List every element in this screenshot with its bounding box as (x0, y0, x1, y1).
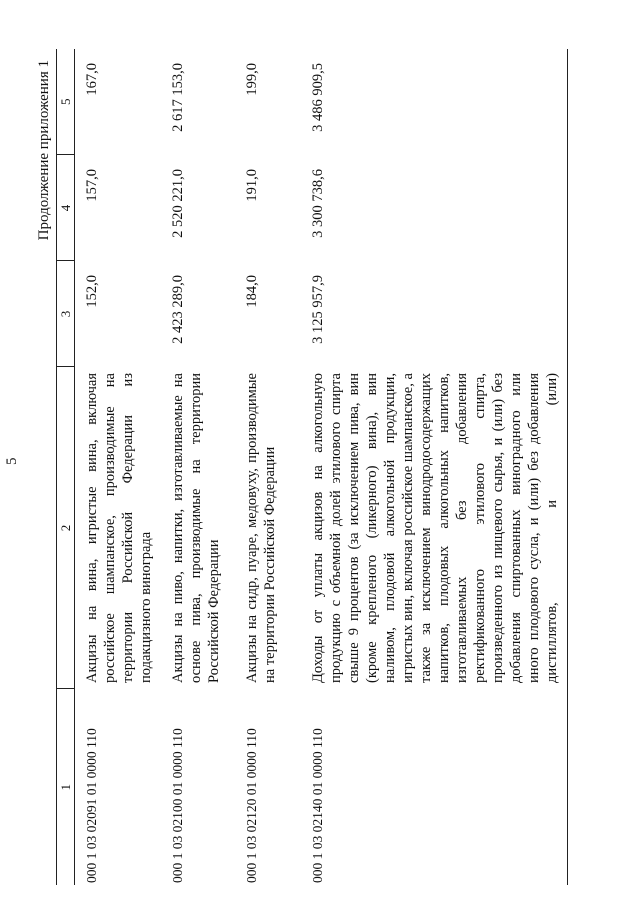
table-row (235, 49, 301, 885)
value-col4: 2 520 221,0 (170, 169, 186, 238)
value-col5: 199,0 (244, 63, 260, 96)
value-col5: 3 486 909,5 (310, 63, 326, 132)
revenue-table (56, 49, 568, 885)
column-number-row (57, 49, 75, 885)
revenue-name: Акцизы на сидр, пуаре, медовуху, производимые на территории Российской Федерации (244, 373, 278, 683)
value-col3: 152,0 (84, 275, 100, 308)
table-row (161, 49, 235, 885)
value-col3: 2 423 289,0 (170, 275, 186, 344)
table-row (75, 49, 162, 885)
revenue-name: Акцизы на вина, игристые вина, включая российское шампанское, производимые на территории Российской Федерации из подакцизного винограда (84, 373, 154, 683)
budget-code: 000 1 03 02120 01 0000 110 (244, 728, 259, 883)
table-row (301, 49, 568, 885)
budget-code: 000 1 03 02140 01 0000 110 (310, 728, 325, 883)
column-header-5: 5 (57, 49, 75, 155)
revenue-name: Доходы от уплаты акцизов на алкогольную продукцию с объемной долей этилового спирта свыше 9 процентов (за исключением пива, вин (кроме крепленого (ликерного) вина), вин наливом, плодовой алкогольной продукции, игристых вин, включая российское шампанское, а также за исключением винодродосодержащих напитков, плодовых алкогольных напитков, изготавливаемых без добавления ректификованного этилового спирта, произведенного из пищевого сырья, и (или) без добавления спиртованных виноградного или иного плодового сусла, и (или) без добавления дистиллятов, и (или) (310, 373, 560, 683)
column-header-4: 4 (57, 155, 75, 261)
value-col3: 184,0 (244, 275, 260, 308)
appendix-continuation-title: Продолжение приложения 1 (36, 60, 52, 241)
value-col4: 157,0 (84, 169, 100, 202)
value-col4: 191,0 (244, 169, 260, 202)
budget-code: 000 1 03 02100 01 0000 110 (170, 728, 185, 883)
column-header-2: 2 (57, 367, 75, 689)
value-col5: 167,0 (84, 63, 100, 96)
column-header-3: 3 (57, 261, 75, 367)
revenue-name: Акцизы на пиво, напитки, изготавливаемые на основе пива, производимые на территории Российской Федерации (170, 373, 222, 683)
value-col5: 2 617 153,0 (170, 63, 186, 132)
column-header-1: 1 (57, 689, 75, 885)
value-col3: 3 125 957,9 (310, 275, 326, 344)
budget-code: 000 1 03 02091 01 0000 110 (84, 728, 99, 883)
value-col4: 3 300 738,6 (310, 169, 326, 238)
page-number: 5 (4, 457, 20, 465)
